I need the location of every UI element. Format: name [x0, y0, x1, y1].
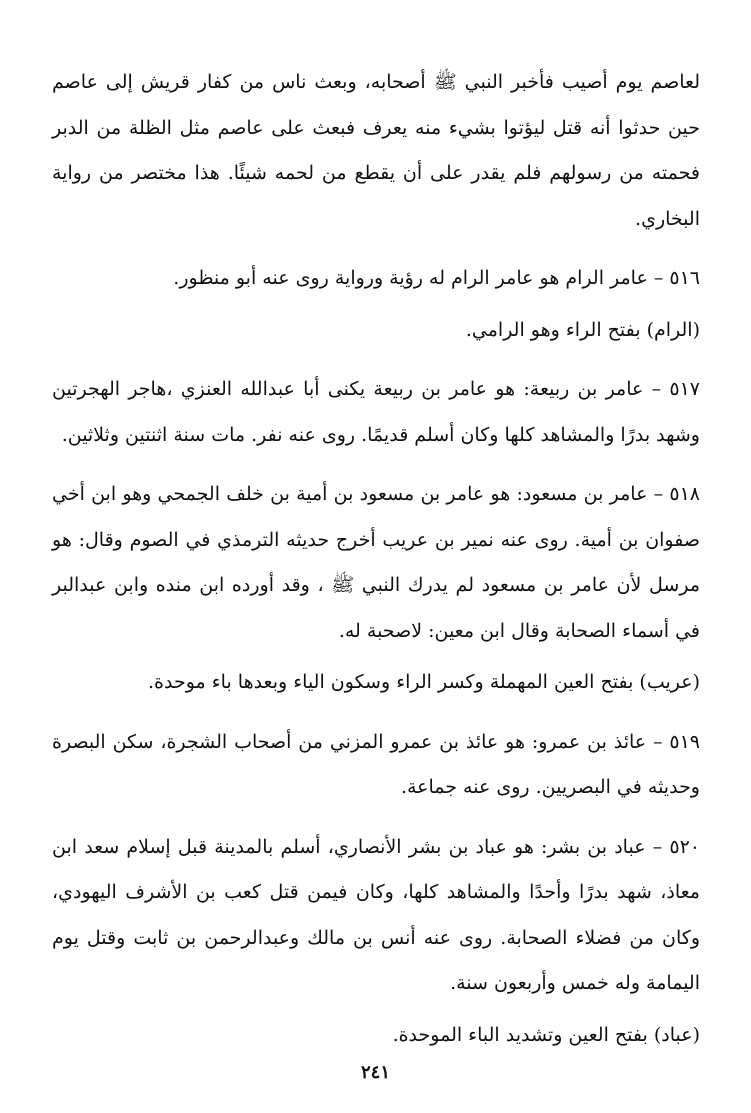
page-number: ٢٤١ — [360, 1062, 390, 1083]
note-al-ram: (الرام) بفتح الراء وهو الرامي. — [465, 318, 700, 341]
page-body — [52, 60, 700, 1072]
entry-520: ٥٢٠ – عباد بن بشر: هو عباد بن بشر الأنصاري، أسلم بالمدينة قبل إسلام سعد ابن معاذ، شهد بدرًا وأحدًا والمشاهد كلها، وكان فيمن قتل كعب بن الأشرف اليهودي، وكان من فضلاء الصحابة. روى عنه أنس بن مالك وعبدالرحمن بن ثابت وقتل يوم اليمامة وله خمس وأربعون سنة. — [52, 835, 700, 994]
entry-516: ٥١٦ – عامر الرام هو عامر الرام له رؤية ورواية روى عنه أبو منظور. — [173, 267, 700, 289]
paragraph-continued-text: لعاصم يوم أصيب فأخبر النبي ﷺ أصحابه، وبعث ناس من كفار قريش إلى عاصم حين حدثوا أنه قتل ليؤتوا بشيء منه يعرف فبعث على عاصم مثل الظلة من الدبر فحمته من رسولهم فلم يقدر على أن يقطع من لحمه شيئًا. هذا مختصر من رواية البخاري. — [52, 71, 700, 230]
entry-518: ٥١٨ – عامر بن مسعود: هو عامر بن مسعود بن أمية بن خلف الجمحي وهو ابن أخي صفوان بن أمية. روى عنه نمير بن عريب أخرج حديثه الترمذي في الصوم وقال: هو مرسل لأن عامر بن مسعود لم يدرك النبي ﷺ ، وقد أورده ابن منده وابن عبدالبر في أسماء الصحابة وقال ابن معين: لاصحبة له. — [52, 483, 700, 642]
note-urayb: (عريب) بفتح العين المهملة وكسر الراء وسكون الياء وبعدها باء موحدة. — [147, 671, 700, 693]
entry-519: ٥١٩ – عائذ بن عمرو: هو عائذ بن عمرو المزني من أصحاب الشجرة، سكن البصرة وحديثه في البصريين. روى عنه جماعة. — [52, 730, 701, 798]
note-abbad: (عباد) بفتح العين وتشديد الباء الموحدة. — [392, 1023, 700, 1046]
entry-517: ٥١٧ – عامر بن ربيعة: هو عامر بن ربيعة يكنى أبا عبدالله العنزي ،هاجر الهجرتين وشهد بدرًا والمشاهد كلها وكان أسلم قديمًا. روى عنه نفر. مات سنة اثنتين وثلاثين. — [52, 378, 700, 446]
